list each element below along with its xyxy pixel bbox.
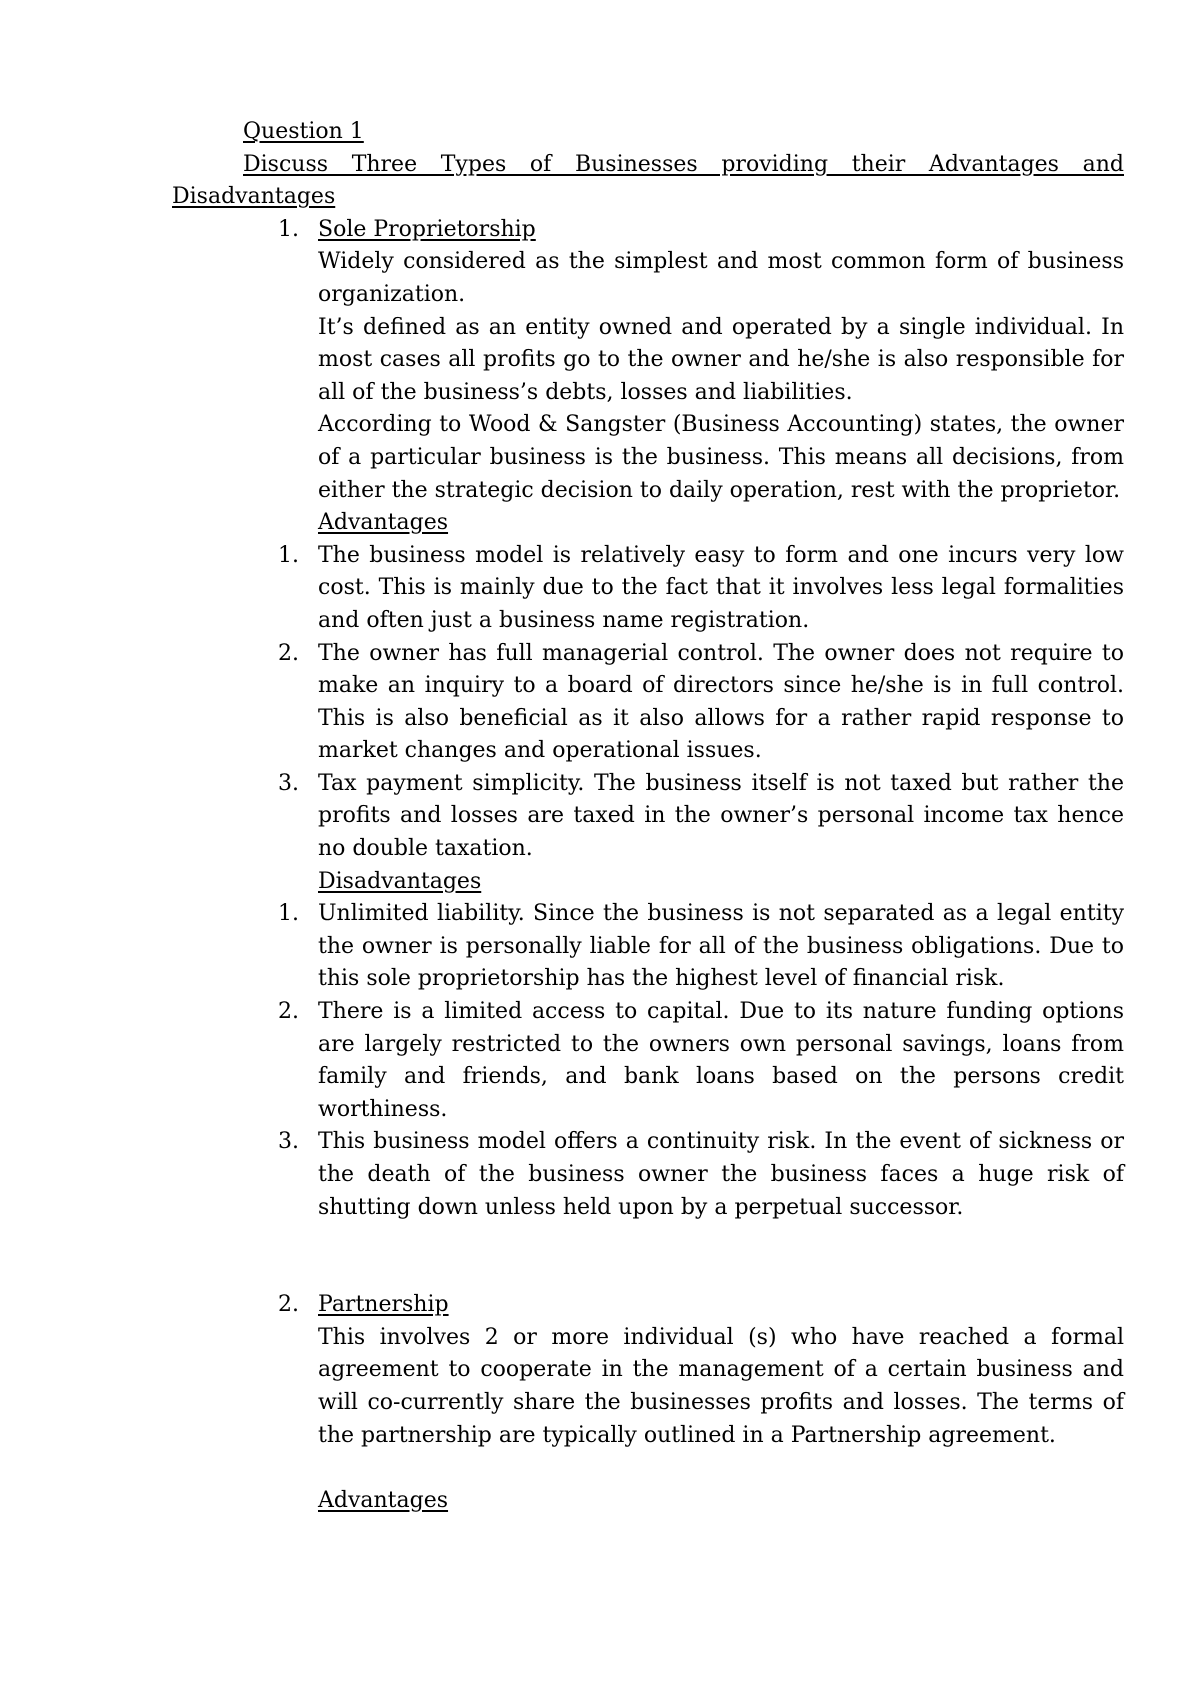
section-title: Partnership: [318, 1292, 449, 1318]
advantages-heading: Advantages: [318, 510, 449, 536]
list-item-advantage: 1. The business model is relatively easy to form and one incurs very low cost. This is mainly due to the fact that it involves less legal formalities and often just a business name registration.: [278, 542, 1124, 633]
paragraph-spacer: [172, 1452, 1124, 1485]
section-intro-paragraph: According to Wood & Sangster (Business Accounting) states, the owner of a particular business is the business. This means all decisions, from either the strategic decision to daily operation, rest with the proprietor.: [318, 412, 1124, 503]
section-number: 1.: [278, 216, 299, 242]
document-body: [172, 116, 1124, 1518]
list-item-disadvantage: 2. There is a limited access to capital. Due to its nature funding options are largely restricted to the owners own personal savings, loans from family and friends, and bank loans based on the persons credit worthiness.: [278, 999, 1124, 1122]
section-partnership: [172, 1289, 1124, 1322]
list-item-advantage: 2. The owner has full managerial control. The owner does not require to make an inquiry to a board of directors since he/she is in full control. This is also beneficial as it also allows for a rather rapid response to market changes and operational issues.: [278, 640, 1124, 764]
advantages-heading: Advantages: [318, 1488, 449, 1514]
list-item-advantage: 3. Tax payment simplicity. The business itself is not taxed but rather the profits and losses are taxed in the owner’s personal income tax hence no double taxation.: [278, 770, 1124, 862]
section-spacer: [172, 1224, 1124, 1289]
section-number: 2.: [278, 1292, 299, 1318]
question-heading: Question 1: [243, 119, 364, 144]
disadvantages-heading: Disadvantages: [318, 868, 482, 894]
section-sole-proprietorship: [172, 214, 1124, 247]
section-intro-paragraph: Widely considered as the simplest and most common form of business organization.: [318, 249, 1124, 307]
section-intro-paragraph: It’s defined as an entity owned and operated by a single individual. In most cases all profits go to the owner and he/she is also responsible for all of the business’s debts, losses and liabilities.: [318, 314, 1124, 405]
section-title: Sole Proprietorship: [318, 216, 536, 242]
list-item-disadvantage: 3. This business model offers a continuity risk. In the event of sickness or the death of the business owner the business faces a huge risk of shutting down unless held upon by a perpetual successor.: [278, 1129, 1124, 1220]
section-intro-paragraph: This involves 2 or more individual (s) who have reached a formal agreement to cooperate in the management of a certain business and will co-currently share the businesses profits and losses. The terms of the partnership are typically outlined in a Partnership agreement.: [318, 1324, 1124, 1448]
list-item-disadvantage: 1. Unlimited liability. Since the business is not separated as a legal entity the owner is personally liable for all of the business obligations. Due to this sole proprietorship has the highest level of financial risk.: [278, 901, 1124, 992]
question-prompt: Discuss Three Types of Businesses providing their Advantages and Disadvantages: [172, 151, 1124, 210]
